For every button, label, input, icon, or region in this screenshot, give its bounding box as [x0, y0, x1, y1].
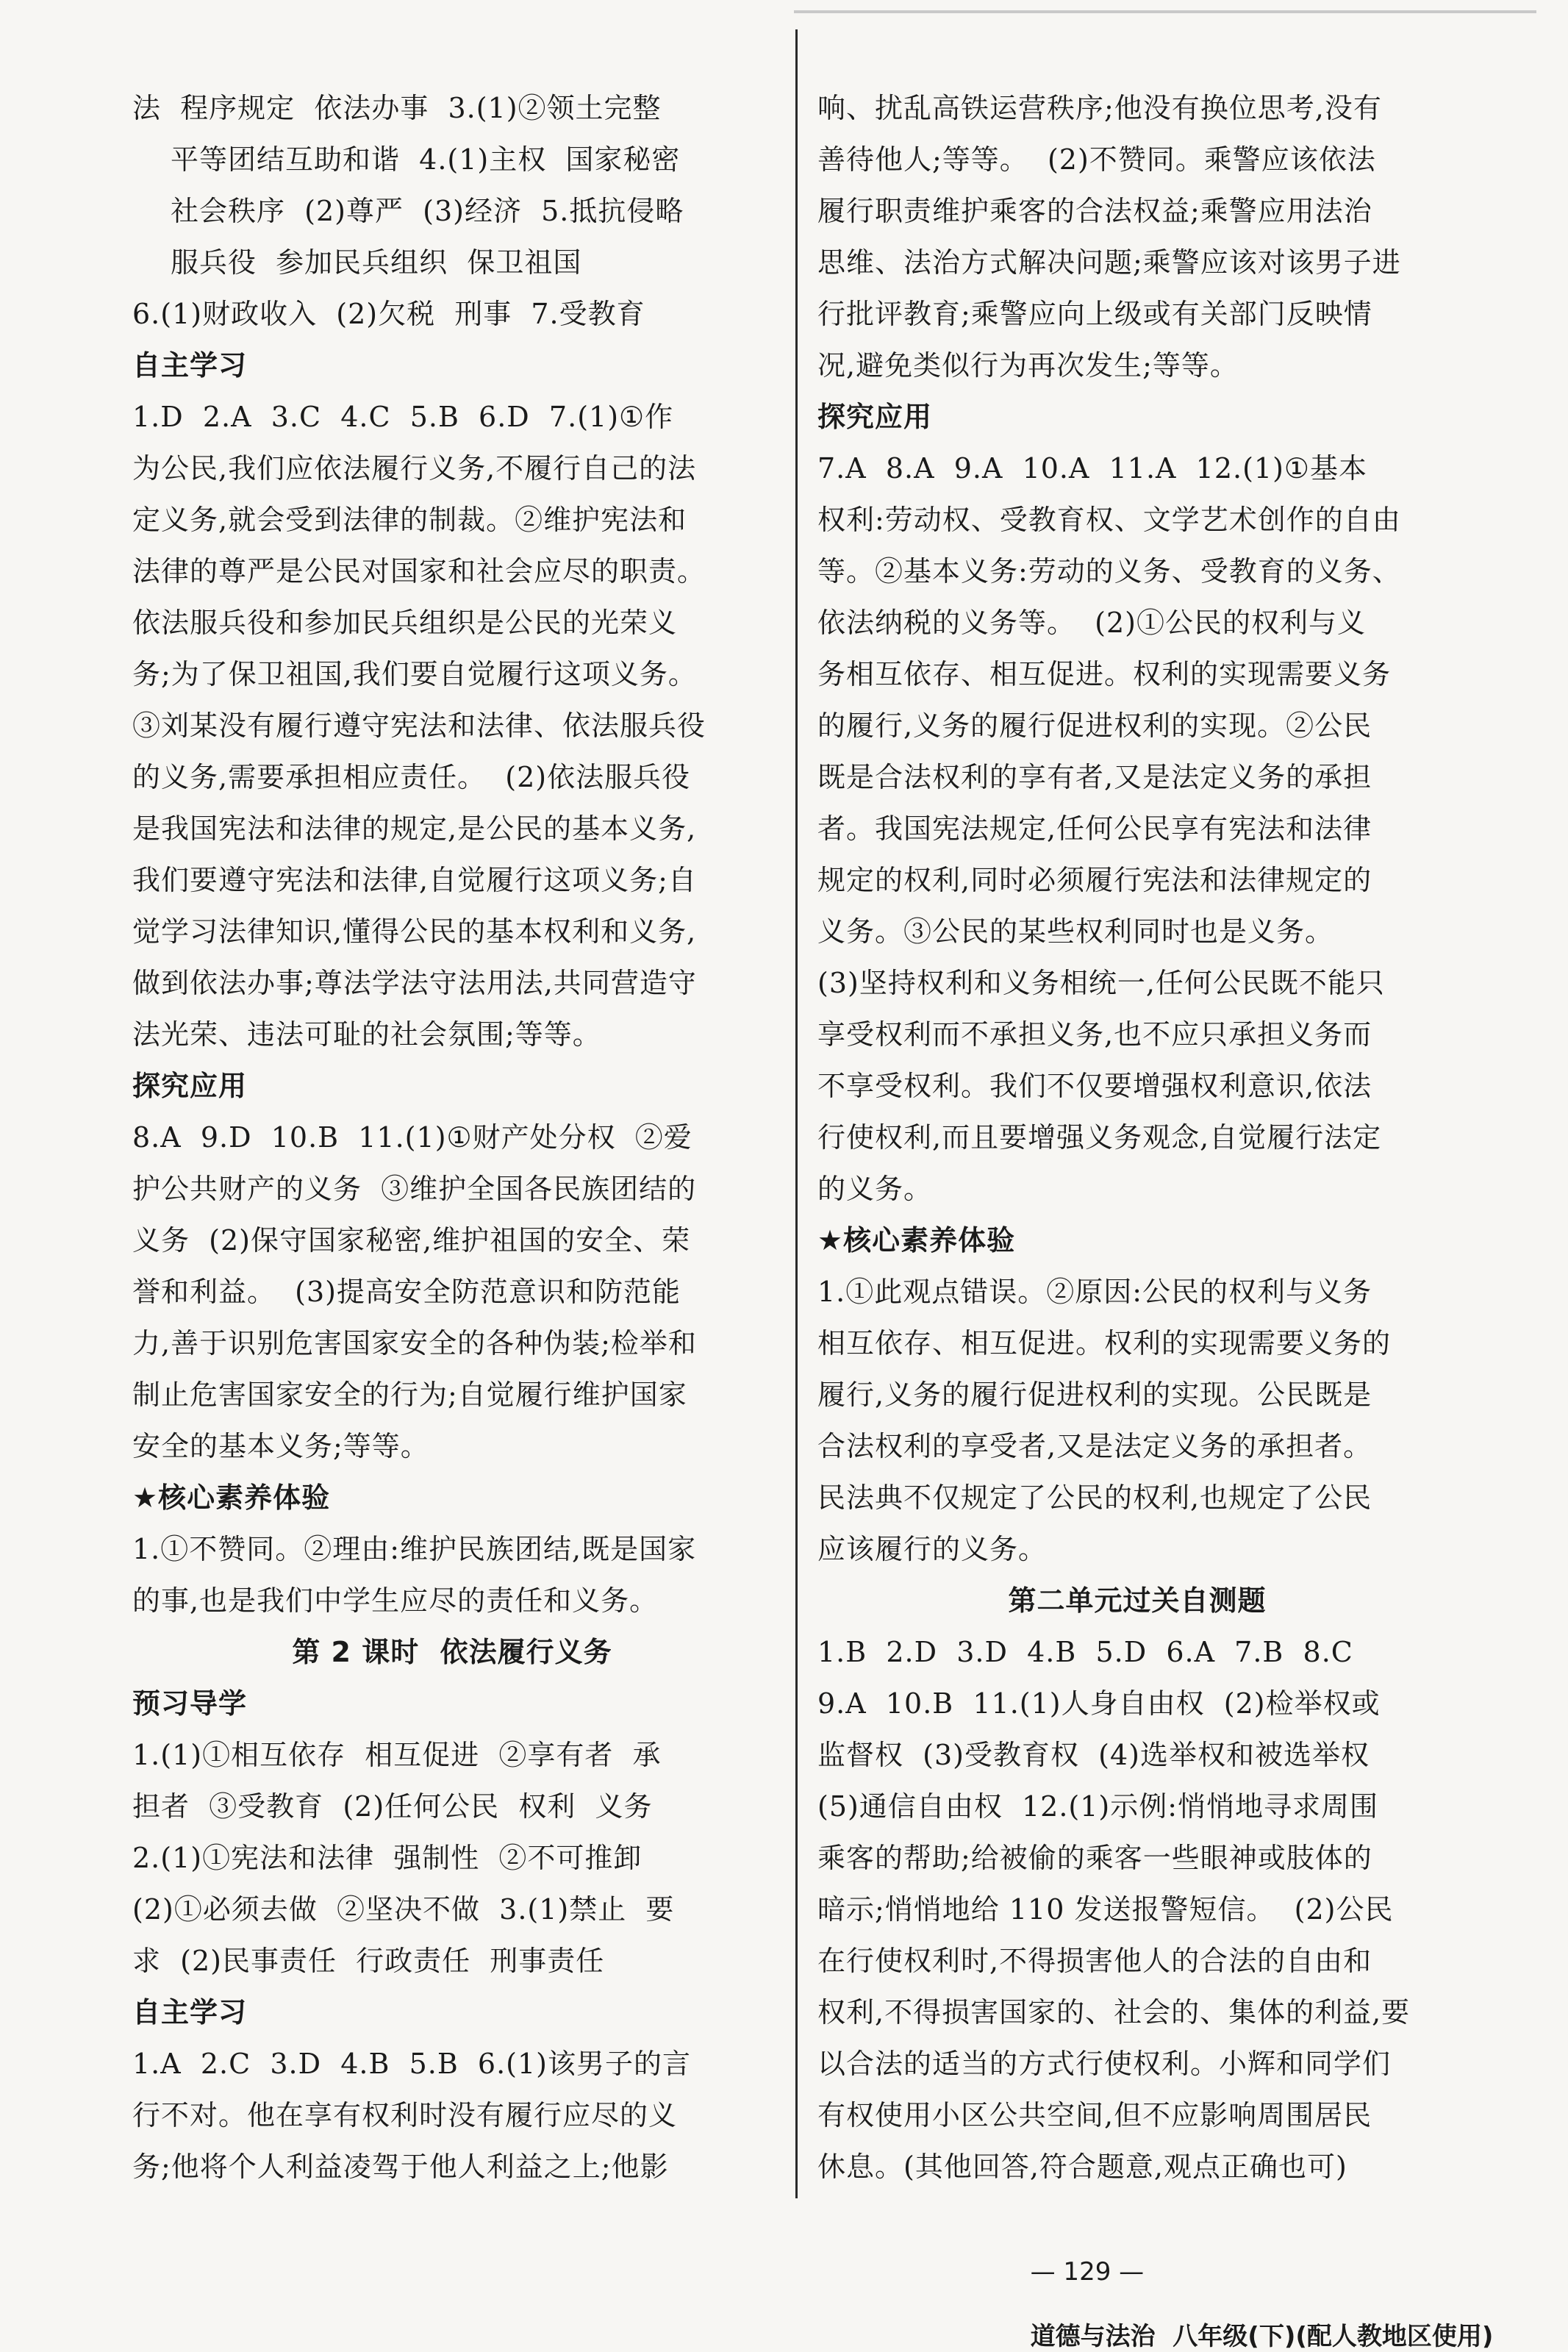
answer-line: 权利,不得损害国家的、社会的、集体的利益,要 — [817, 1996, 1411, 2028]
answer-line: 安全的基本义务;等等。 — [132, 1430, 429, 1462]
answer-line: 6.(1)财政收入 (2)欠税 刑事 7.受教育 — [132, 298, 645, 330]
section-heading: 第 2 课时 依法履行义务 — [292, 1636, 612, 1668]
section-heading: 自主学习 — [132, 1996, 248, 2028]
answer-line: 1.①此观点错误。②原因:公民的权利与义务 — [817, 1276, 1372, 1308]
answer-line: 等。②基本义务:劳动的义务、受教育的义务、 — [817, 555, 1401, 587]
page-number: — 129 — — [1030, 2257, 1145, 2287]
answer-line: 行使权利,而且要增强义务观念,自觉履行法定 — [817, 1121, 1382, 1154]
answer-line: 9.A 10.B 11.(1)人身自由权 (2)检举权或 — [817, 1687, 1381, 1720]
answer-line: 法光荣、违法可耻的社会氛围;等等。 — [132, 1018, 601, 1051]
answer-line: 依法纳税的义务等。 (2)①公民的权利与义 — [817, 607, 1366, 639]
answer-line: 力,善于识别危害国家安全的各种伪装;检举和 — [132, 1327, 697, 1359]
answer-line: 休息。(其他回答,符合题意,观点正确也可) — [817, 2151, 1347, 2183]
answer-line: 1.B 2.D 3.D 4.B 5.D 6.A 7.B 8.C — [817, 1636, 1353, 1668]
answer-line: 权利:劳动权、受教育权、文学艺术创作的自由 — [817, 504, 1401, 536]
answer-line: ③刘某没有履行遵守宪法和法律、依法服兵役 — [132, 709, 706, 742]
answer-line: 2.(1)①宪法和法律 强制性 ②不可推卸 — [132, 1842, 642, 1874]
answer-line: (2)①必须去做 ②坚决不做 3.(1)禁止 要 — [132, 1893, 675, 1926]
answer-line: 履行,义务的履行促进权利的实现。公民既是 — [817, 1379, 1372, 1411]
answer-line: 在行使权利时,不得损害他人的合法的自由和 — [817, 1945, 1372, 1977]
answer-line: 7.A 8.A 9.A 10.A 11.A 12.(1)①基本 — [817, 452, 1367, 485]
answer-line: 者。我国宪法规定,任何公民享有宪法和法律 — [817, 812, 1372, 845]
answer-line: 善待他人;等等。 (2)不赞同。乘警应该依法 — [817, 143, 1376, 176]
answer-line: 应该履行的义务。 — [817, 1533, 1048, 1565]
answer-line: 暗示;悄悄地给 110 发送报警短信。 (2)公民 — [817, 1893, 1394, 1926]
section-heading: 自主学习 — [132, 349, 248, 382]
answer-line: 护公共财产的义务 ③维护全国各民族团结的 — [132, 1173, 697, 1205]
section-heading: 探究应用 — [817, 401, 933, 433]
answer-line: 务;他将个人利益凌驾于他人利益之上;他影 — [132, 2151, 669, 2183]
answer-line: 1.①不赞同。②理由:维护民族团结,既是国家 — [132, 1533, 697, 1565]
answer-line: 相互依存、相互促进。权利的实现需要义务的 — [817, 1327, 1392, 1359]
answer-line: 思维、法治方式解决问题;乘警应该对该男子进 — [817, 246, 1401, 279]
answer-line: 担者 ③受教育 (2)任何公民 权利 义务 — [132, 1790, 653, 1823]
top-rule — [794, 10, 1536, 13]
answer-line: 合法权利的享受者,又是法定义务的承担者。 — [817, 1430, 1372, 1462]
answer-line: 民法典不仅规定了公民的权利,也规定了公民 — [817, 1481, 1372, 1514]
section-heading: ★核心素养体验 — [817, 1224, 1016, 1257]
page-footer — [1014, 2228, 1493, 2352]
book-title: 道德与法治 八年级(下)(配人教地区使用) — [1030, 2322, 1494, 2351]
section-heading: ★核心素养体验 — [132, 1481, 331, 1514]
answer-line: 行不对。他在享有权利时没有履行应尽的义 — [132, 2099, 678, 2131]
answer-line: 的履行,义务的履行促进权利的实现。②公民 — [817, 709, 1372, 742]
right-column — [817, 82, 1457, 2192]
answer-line: 义务。③公民的某些权利同时也是义务。 — [817, 915, 1334, 948]
answer-line: 响、扰乱高铁运营秩序;他没有换位思考,没有 — [817, 92, 1382, 124]
answer-line: 觉学习法律知识,懂得公民的基本权利和义务, — [132, 915, 697, 948]
answer-line: 的义务,需要承担相应责任。 (2)依法服兵役 — [132, 761, 691, 793]
answer-line: 社会秩序 (2)尊严 (3)经济 5.抵抗侵略 — [171, 195, 684, 227]
answer-line: 的义务。 — [817, 1173, 933, 1205]
answer-line: 有权使用小区公共空间,但不应影响周围居民 — [817, 2099, 1372, 2131]
section-heading: 探究应用 — [132, 1070, 248, 1102]
answer-line: 制止危害国家安全的行为;自觉履行维护国家 — [132, 1379, 687, 1411]
answer-line: 求 (2)民事责任 行政责任 刑事责任 — [132, 1945, 605, 1977]
answer-line: 是我国宪法和法律的规定,是公民的基本义务, — [132, 812, 697, 845]
answer-line: 依法服兵役和参加民兵组织是公民的光荣义 — [132, 607, 678, 639]
answer-line: 义务 (2)保守国家秘密,维护祖国的安全、荣 — [132, 1224, 691, 1257]
answer-line: 监督权 (3)受教育权 (4)选举权和被选举权 — [817, 1739, 1370, 1771]
answer-line: 以合法的适当的方式行使权利。小辉和同学们 — [817, 2048, 1392, 2080]
answer-line: 不享受权利。我们不仅要增强权利意识,依法 — [817, 1070, 1372, 1102]
answer-line: (3)坚持权利和义务相统一,任何公民既不能只 — [817, 967, 1385, 999]
answer-line: 1.D 2.A 3.C 4.C 5.B 6.D 7.(1)①作 — [132, 401, 674, 433]
answer-line: 的事,也是我们中学生应尽的责任和义务。 — [132, 1584, 659, 1617]
answer-line: 定义务,就会受到法律的制裁。②维护宪法和 — [132, 504, 687, 536]
left-column — [132, 82, 772, 2192]
answer-line: 1.(1)①相互依存 相互促进 ②享有者 承 — [132, 1739, 662, 1771]
answer-line: 享受权利而不承担义务,也不应只承担义务而 — [817, 1018, 1372, 1051]
section-heading: 第二单元过关自测题 — [1008, 1584, 1267, 1617]
answer-line: 为公民,我们应依法履行义务,不履行自己的法 — [132, 452, 697, 485]
answer-line: 平等团结互助和谐 4.(1)主权 国家秘密 — [171, 143, 681, 176]
answer-line: 行批评教育;乘警应向上级或有关部门反映情 — [817, 298, 1372, 330]
answer-line: 法律的尊严是公民对国家和社会应尽的职责。 — [132, 555, 706, 587]
answer-line: 既是合法权利的享有者,又是法定义务的承担 — [817, 761, 1372, 793]
answer-line: 务相互依存、相互促进。权利的实现需要义务 — [817, 658, 1392, 690]
answer-line: 规定的权利,同时必须履行宪法和法律规定的 — [817, 864, 1372, 896]
answer-line: 履行职责维护乘客的合法权益;乘警应用法治 — [817, 195, 1372, 227]
answer-line: 做到依法办事;尊法学法守法用法,共同营造守 — [132, 967, 697, 999]
answer-line: 法 程序规定 依法办事 3.(1)②领土完整 — [132, 92, 662, 124]
answer-line: 况,避免类似行为再次发生;等等。 — [817, 349, 1239, 382]
section-heading: 预习导学 — [132, 1687, 248, 1720]
answer-line: (5)通信自由权 12.(1)示例:悄悄地寻求周围 — [817, 1790, 1379, 1823]
answer-line: 8.A 9.D 10.B 11.(1)①财产处分权 ②爱 — [132, 1121, 692, 1154]
answer-line: 务;为了保卫祖国,我们要自觉履行这项义务。 — [132, 658, 697, 690]
answer-line: 服兵役 参加民兵组织 保卫祖国 — [171, 246, 582, 279]
column-divider — [795, 29, 798, 2198]
answer-line: 我们要遵守宪法和法律,自觉履行这项义务;自 — [132, 864, 697, 896]
answer-line: 誉和利益。 (3)提高安全防范意识和防范能 — [132, 1276, 681, 1308]
answer-line: 乘客的帮助;给被偷的乘客一些眼神或肢体的 — [817, 1842, 1372, 1874]
answer-line: 1.A 2.C 3.D 4.B 5.B 6.(1)该男子的言 — [132, 2048, 691, 2080]
